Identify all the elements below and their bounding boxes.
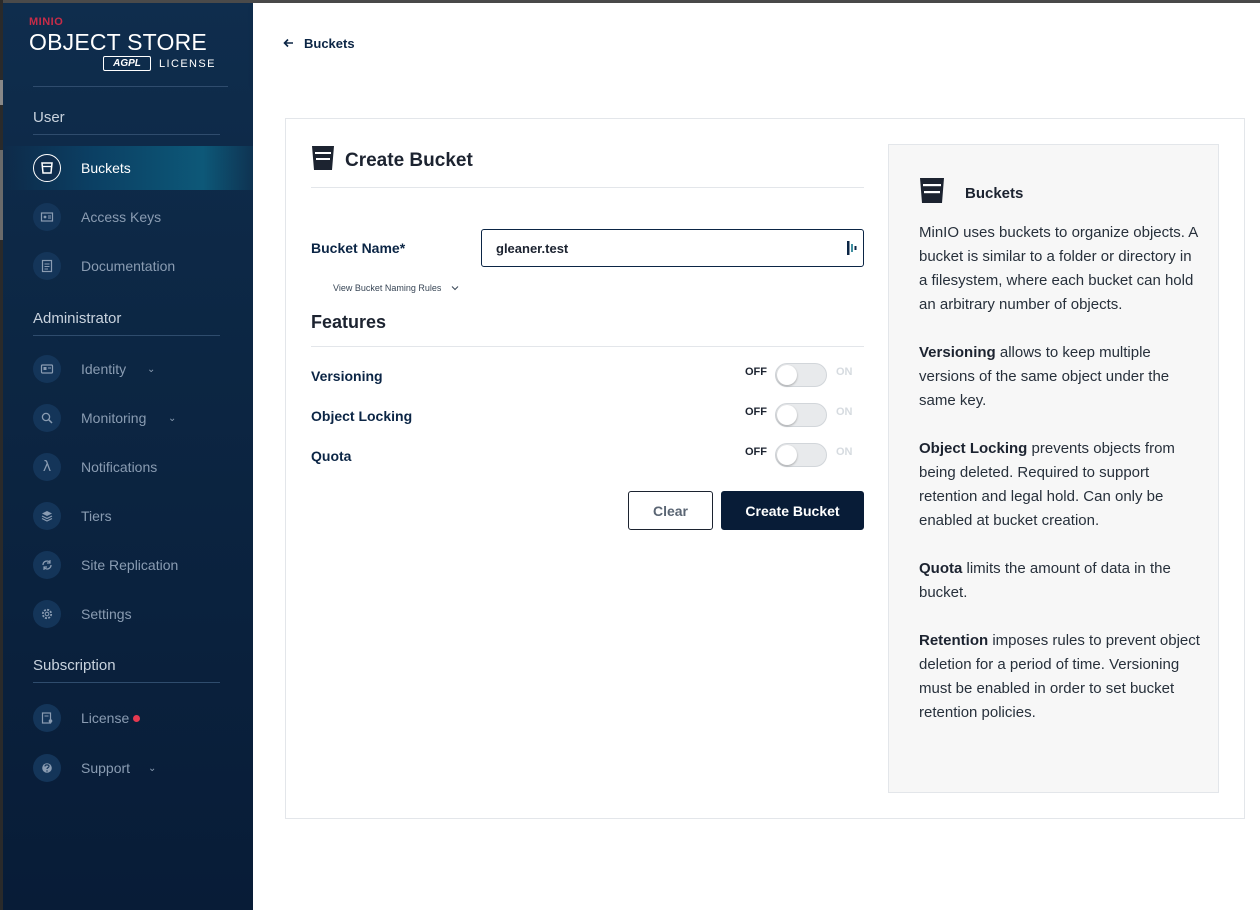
- form-title: [311, 145, 473, 176]
- toggle-on-label: ON: [836, 406, 853, 418]
- toggle-off-label: OFF: [745, 406, 767, 418]
- section-divider: [33, 134, 220, 135]
- sidebar-item-identity[interactable]: [3, 347, 253, 391]
- feature-row-object-locking: [311, 400, 864, 430]
- sidebar-item-label: License: [81, 710, 130, 726]
- sidebar-item-access-keys[interactable]: [3, 195, 253, 239]
- help-header: [919, 177, 1023, 209]
- help-text: [919, 221, 1204, 749]
- toggle-off-label: OFF: [745, 446, 767, 458]
- sidebar-item-label: Documentation: [81, 258, 176, 274]
- feature-label: Object Locking: [311, 408, 413, 424]
- bucket-icon: [33, 154, 61, 182]
- sidebar-item-tiers[interactable]: [3, 494, 253, 538]
- object-locking-toggle[interactable]: [775, 403, 827, 427]
- versioning-toggle[interactable]: [775, 363, 827, 387]
- sidebar-item-monitoring[interactable]: [3, 396, 253, 440]
- page-title: Create Bucket: [345, 149, 473, 171]
- monitor-search-icon: [33, 404, 61, 432]
- feature-row-versioning: [311, 360, 864, 390]
- create-bucket-card: [285, 118, 1245, 819]
- toggle-off-label: OFF: [745, 366, 767, 378]
- sidebar: [3, 3, 253, 910]
- help-description: imposes rules to prevent object deletion for a period of time. Versioning must be enabled in order to set bucket retention policies.: [919, 632, 1200, 721]
- feature-row-quota: [311, 440, 864, 470]
- clear-button[interactable]: Clear: [628, 491, 713, 530]
- sidebar-item-label: Identity: [81, 361, 127, 377]
- sidebar-item-support[interactable]: [3, 746, 253, 790]
- help-versioning: [919, 341, 1204, 413]
- support-icon: [33, 754, 61, 782]
- document-icon: [33, 252, 61, 280]
- sidebar-item-label: Site Replication: [81, 557, 179, 573]
- help-intro: MinIO uses buckets to organize objects. A bucket is similar to a folder or directory in a filesystem, where each bucket can hold an arbitrary number of objects.: [919, 224, 1198, 313]
- page-header: [253, 3, 1260, 86]
- bucket-name-input[interactable]: [482, 230, 812, 266]
- feature-label: Quota: [311, 448, 352, 464]
- agpl-badge: AGPL: [103, 56, 151, 71]
- sidebar-item-buckets[interactable]: [3, 146, 253, 190]
- quota-toggle[interactable]: [775, 443, 827, 467]
- help-term: Retention: [919, 632, 989, 649]
- help-quota: [919, 557, 1204, 605]
- logo-product: OBJECT STORE: [29, 29, 207, 55]
- replication-icon: [33, 551, 61, 579]
- sidebar-item-label: Support: [81, 760, 131, 776]
- help-retention: [919, 629, 1204, 725]
- sidebar-item-label: Tiers: [81, 508, 112, 524]
- chevron-down-icon: ⌄: [148, 762, 157, 774]
- help-panel: [888, 144, 1219, 793]
- logo-license: LICENSE: [159, 58, 216, 70]
- id-card-icon: [33, 355, 61, 383]
- sidebar-item-documentation[interactable]: [3, 244, 253, 288]
- help-object-locking: [919, 437, 1204, 533]
- chevron-down-icon: [451, 283, 459, 293]
- chevron-down-icon: ⌄: [147, 363, 156, 375]
- section-title-user: User: [33, 109, 65, 126]
- password-manager-icon[interactable]: [846, 240, 858, 256]
- help-title: Buckets: [965, 184, 1024, 202]
- view-naming-rules-link[interactable]: [333, 283, 459, 293]
- license-icon: [33, 704, 61, 732]
- help-description: allows to keep multiple versions of the same object under the same key.: [919, 344, 1170, 409]
- section-divider: [33, 335, 220, 336]
- toggle-knob: [777, 405, 797, 425]
- logo-divider: [33, 86, 228, 87]
- help-description: limits the amount of data in the bucket.: [919, 560, 1171, 601]
- feature-label: Versioning: [311, 368, 383, 384]
- title-divider: [311, 187, 864, 188]
- bucket-name-label: Bucket Name*: [311, 240, 406, 256]
- section-title-subscription: Subscription: [33, 657, 116, 674]
- help-description: prevents objects from being deleted. Required to support retention and legal hold. Can only be enabled at bucket creation.: [919, 440, 1175, 529]
- naming-rules-label: View Bucket Naming Rules: [333, 283, 442, 293]
- toggle-knob: [777, 365, 797, 385]
- section-divider: [33, 682, 220, 683]
- minio-logo[interactable]: [29, 15, 229, 85]
- sidebar-item-label: Notifications: [81, 459, 158, 475]
- toggle-on-label: ON: [836, 366, 853, 378]
- key-card-icon: [33, 203, 61, 231]
- sidebar-item-label: Settings: [81, 606, 132, 622]
- layers-icon: [33, 502, 61, 530]
- sidebar-item-license[interactable]: [3, 696, 253, 740]
- bucket-icon: [919, 177, 945, 209]
- sidebar-item-settings[interactable]: [3, 592, 253, 636]
- features-title: Features: [311, 312, 387, 332]
- sidebar-item-label: Buckets: [81, 160, 131, 176]
- help-term: Quota: [919, 560, 963, 577]
- help-term: Object Locking: [919, 440, 1028, 457]
- license-alert-badge: [133, 715, 140, 722]
- gear-icon: [33, 600, 61, 628]
- arrow-left-icon: [283, 36, 294, 51]
- sidebar-item-label: Access Keys: [81, 209, 162, 225]
- features-divider: [311, 346, 864, 347]
- sidebar-item-label: Monitoring: [81, 410, 147, 426]
- toggle-knob: [777, 445, 797, 465]
- back-link-label: Buckets: [304, 36, 355, 51]
- logo-brand: MINIO: [29, 16, 64, 28]
- lambda-icon: λ: [33, 453, 61, 481]
- sidebar-item-notifications[interactable]: [3, 445, 253, 489]
- chevron-down-icon: ⌄: [168, 412, 177, 424]
- bucket-icon: [311, 145, 335, 176]
- back-to-buckets-link[interactable]: [283, 36, 355, 51]
- help-term: Versioning: [919, 344, 996, 361]
- bucket-name-field[interactable]: [481, 229, 864, 267]
- section-title-administrator: Administrator: [33, 310, 122, 327]
- sidebar-item-site-replication[interactable]: [3, 543, 253, 587]
- toggle-on-label: ON: [836, 446, 853, 458]
- create-bucket-button[interactable]: Create Bucket: [721, 491, 864, 530]
